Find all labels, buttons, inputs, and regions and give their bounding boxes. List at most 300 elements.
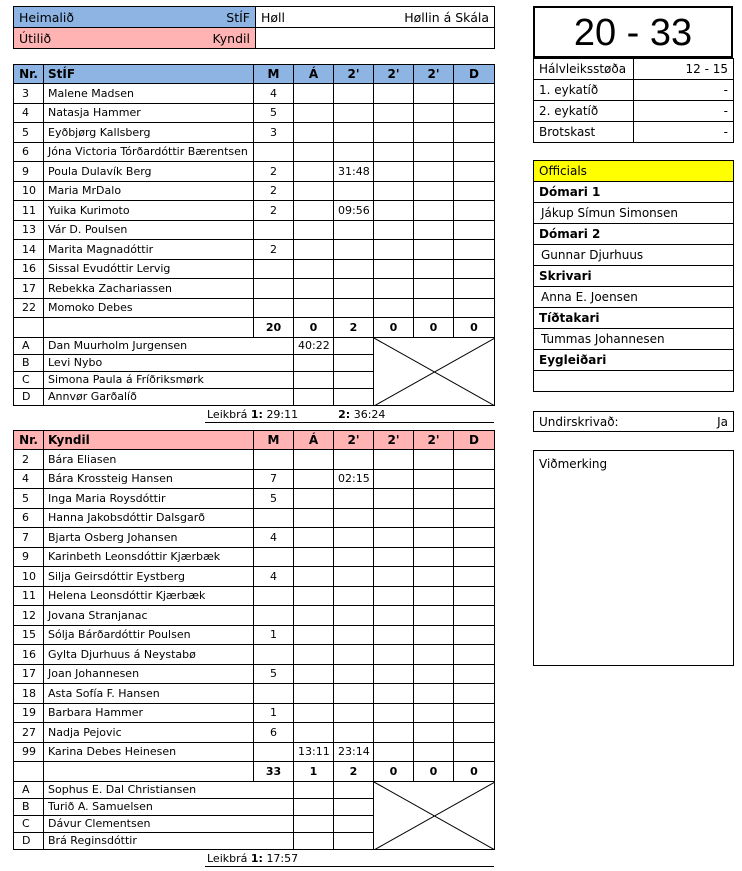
player-stat-s3 (414, 703, 454, 723)
total-s1: 2 (334, 762, 374, 782)
player-stat-d (454, 103, 495, 123)
player-stat-s3 (414, 162, 454, 182)
player-number: 22 (14, 298, 44, 318)
player-stat-s1 (334, 450, 374, 470)
player-row (14, 703, 495, 723)
team-official-warning (294, 781, 334, 798)
player-row (14, 606, 495, 626)
player-stat-s3 (414, 742, 454, 762)
player-stat-s1 (334, 220, 374, 240)
player-number: 99 (14, 742, 44, 762)
player-stat-d (454, 606, 495, 626)
player-stat-d (454, 489, 495, 509)
official-name-row (534, 329, 734, 350)
player-stat-a (294, 567, 334, 587)
team-official-warning: 40:22 (294, 337, 334, 354)
player-stat-a (294, 547, 334, 567)
player-stat-m (254, 684, 294, 704)
player-stat-a (294, 606, 334, 626)
player-stat-d (454, 201, 495, 221)
player-stat-s2 (374, 201, 414, 221)
player-stat-a (294, 508, 334, 528)
player-stat-m (254, 279, 294, 299)
player-stat-s1 (334, 298, 374, 318)
player-name: Karina Debes Heinesen (44, 742, 254, 762)
official-code: A (14, 337, 44, 354)
player-stat-m (254, 547, 294, 567)
player-row (14, 625, 495, 645)
total-d: 0 (454, 762, 495, 782)
player-stat-s2 (374, 162, 414, 182)
player-stat-s1 (334, 279, 374, 299)
player-stat-d (454, 703, 495, 723)
player-row (14, 450, 495, 470)
player-stat-s1 (334, 103, 374, 123)
player-stat-s2 (374, 220, 414, 240)
player-stat-d (454, 469, 495, 489)
home-team-name: StÍF (226, 9, 250, 25)
player-stat-m: 2 (254, 201, 294, 221)
player-name: Marita Magnadóttir (44, 240, 254, 260)
timeout-2-time: 36:24 (353, 407, 386, 421)
player-stat-s2 (374, 606, 414, 626)
officials-table (533, 160, 734, 392)
player-stat-s3 (414, 103, 454, 123)
venue-name: Høllin á Skála (404, 9, 489, 25)
player-row (14, 489, 495, 509)
player-stat-m (254, 742, 294, 762)
team-official-name: Annvør Garðalíð (44, 388, 294, 405)
totals-blank (44, 318, 254, 338)
officials-title: Officials (534, 161, 734, 182)
signed-value: Ja (717, 414, 728, 429)
player-row (14, 142, 495, 162)
official-role: Dómari 1 (534, 182, 734, 203)
player-stat-m (254, 645, 294, 665)
player-number: 13 (14, 220, 44, 240)
player-stat-s3 (414, 279, 454, 299)
official-role: Tíðtakari (534, 308, 734, 329)
player-number: 4 (14, 103, 44, 123)
player-name: Joan Johannesen (44, 664, 254, 684)
player-number: 5 (14, 489, 44, 509)
player-stat-d (454, 723, 495, 743)
team-official-suspension (334, 781, 374, 798)
player-stat-s1 (334, 181, 374, 201)
player-stat-s1 (334, 489, 374, 509)
player-stat-d (454, 220, 495, 240)
match-info-row (534, 122, 734, 143)
player-stat-a (294, 103, 334, 123)
team-official-name: Turið A. Samuelsen (44, 798, 294, 815)
player-row (14, 162, 495, 182)
player-name: Jóna Victoria Tórðardóttir Bærentsen (44, 142, 254, 162)
totals-blank (44, 762, 254, 782)
player-stat-m: 2 (254, 181, 294, 201)
team-official-name: Dávur Clementsen (44, 815, 294, 832)
team-official-suspension (334, 832, 374, 849)
player-number: 16 (14, 259, 44, 279)
official-name (534, 371, 734, 392)
player-stat-a (294, 142, 334, 162)
player-name: Jovana Stranjanac (44, 606, 254, 626)
player-stat-s1 (334, 84, 374, 104)
match-info-value: - (634, 80, 734, 101)
player-stat-a (294, 723, 334, 743)
player-number: 15 (14, 625, 44, 645)
player-row (14, 586, 495, 606)
home-score: 20 (573, 12, 617, 54)
total-a: 1 (294, 762, 334, 782)
official-role: Eygleiðari (534, 350, 734, 371)
official-code: A (14, 781, 44, 798)
player-row (14, 181, 495, 201)
player-stat-m: 7 (254, 469, 294, 489)
team-official-name: Brá Reginsdóttir (44, 832, 294, 849)
official-code: C (14, 371, 44, 388)
player-stat-s2 (374, 489, 414, 509)
player-stat-s1 (334, 240, 374, 260)
roster-header-row (14, 431, 495, 450)
player-stat-s2 (374, 528, 414, 548)
player-stat-d (454, 645, 495, 665)
player-name: Gylta Djurhuus á Neystabø (44, 645, 254, 665)
player-number: 16 (14, 645, 44, 665)
player-stat-s2 (374, 625, 414, 645)
official-role: Skrivari (534, 266, 734, 287)
player-stat-s2 (374, 469, 414, 489)
match-info-label: 2. eykatíð (534, 101, 634, 122)
player-number: 3 (14, 84, 44, 104)
team-official-suspension (334, 815, 374, 832)
player-stat-d (454, 450, 495, 470)
player-row (14, 567, 495, 587)
player-stat-a (294, 684, 334, 704)
official-code: B (14, 798, 44, 815)
home-label: Heimalið (19, 9, 74, 25)
away-label: Útilið (19, 30, 52, 46)
player-stat-s2 (374, 259, 414, 279)
player-stat-s2 (374, 103, 414, 123)
official-name-row (534, 371, 734, 392)
player-stat-s3 (414, 489, 454, 509)
player-stat-s3 (414, 664, 454, 684)
player-stat-a (294, 259, 334, 279)
player-name: Sissal Evudóttir Lervig (44, 259, 254, 279)
official-name: Gunnar Djurhuus (534, 245, 734, 266)
player-stat-a (294, 279, 334, 299)
player-stat-s3 (414, 567, 454, 587)
team-official-name: Levi Nybo (44, 354, 294, 371)
team-official-suspension (334, 337, 374, 354)
team-official-suspension (334, 354, 374, 371)
away-team-name: Kyndil (212, 30, 250, 46)
player-stat-s2 (374, 645, 414, 665)
player-row (14, 528, 495, 548)
team-official-warning (294, 798, 334, 815)
official-name-row (534, 203, 734, 224)
official-name-row (534, 245, 734, 266)
player-row (14, 279, 495, 299)
player-stat-s3 (414, 606, 454, 626)
player-stat-d (454, 664, 495, 684)
totals-blank (14, 318, 44, 338)
player-stat-m: 2 (254, 240, 294, 260)
official-code: C (14, 815, 44, 832)
player-stat-d (454, 142, 495, 162)
player-stat-s1 (334, 645, 374, 665)
match-info-label: 1. eykatíð (534, 80, 634, 101)
player-stat-s3 (414, 181, 454, 201)
player-number: 4 (14, 469, 44, 489)
timeout-1-label: 1: (250, 851, 263, 865)
player-name: Rebekka Zachariassen (44, 279, 254, 299)
player-stat-s3 (414, 142, 454, 162)
col-header: 2' (374, 65, 414, 84)
player-stat-a (294, 220, 334, 240)
player-stat-s3 (414, 528, 454, 548)
player-stat-s1 (334, 259, 374, 279)
col-header: 2' (374, 431, 414, 450)
score-separator: - (626, 12, 640, 54)
total-m: 33 (254, 762, 294, 782)
player-stat-d (454, 259, 495, 279)
player-row (14, 240, 495, 260)
player-stat-d (454, 586, 495, 606)
match-info-value: - (634, 101, 734, 122)
player-stat-s2 (374, 142, 414, 162)
player-stat-m: 5 (254, 103, 294, 123)
player-stat-s2 (374, 240, 414, 260)
team-official-name: Sophus E. Dal Christiansen (44, 781, 294, 798)
away-score: 33 (649, 12, 693, 54)
player-stat-a (294, 84, 334, 104)
player-stat-d (454, 240, 495, 260)
player-number: 11 (14, 586, 44, 606)
col-header: D (454, 431, 495, 450)
player-stat-a (294, 450, 334, 470)
player-row (14, 103, 495, 123)
player-stat-a (294, 645, 334, 665)
player-stat-s2 (374, 279, 414, 299)
player-stat-m: 5 (254, 489, 294, 509)
player-stat-d (454, 625, 495, 645)
player-name: Asta Sofía F. Hansen (44, 684, 254, 704)
player-name: Hanna Jakobsdóttir Dalsgarð (44, 508, 254, 528)
player-name: Barbara Hammer (44, 703, 254, 723)
col-header: Á (294, 431, 334, 450)
player-stat-s3 (414, 586, 454, 606)
timeouts-row (205, 408, 494, 423)
player-stat-d (454, 508, 495, 528)
player-stat-s1 (334, 606, 374, 626)
total-d: 0 (454, 318, 495, 338)
player-stat-s2 (374, 84, 414, 104)
official-role: Dómari 2 (534, 224, 734, 245)
player-name: Bjarta Osberg Johansen (44, 528, 254, 548)
player-stat-a (294, 181, 334, 201)
match-info-label: Hálvleiksstøða (534, 59, 634, 80)
totals-row (14, 762, 495, 782)
col-nr: Nr. (14, 431, 44, 450)
team-official-suspension (334, 388, 374, 405)
player-stat-s1 (334, 528, 374, 548)
player-number: 14 (14, 240, 44, 260)
col-header: 2' (414, 431, 454, 450)
player-number: 6 (14, 508, 44, 528)
col-header: Á (294, 65, 334, 84)
player-stat-s3 (414, 298, 454, 318)
player-stat-a (294, 586, 334, 606)
player-name: Inga Maria Roysdóttir (44, 489, 254, 509)
player-name: Maria MrDalo (44, 181, 254, 201)
player-number: 9 (14, 547, 44, 567)
player-stat-d (454, 528, 495, 548)
crossed-out-area (374, 781, 495, 849)
player-name: Poula Dulavík Berg (44, 162, 254, 182)
roster-table (13, 430, 495, 850)
player-name: Silja Geirsdóttir Eystberg (44, 567, 254, 587)
total-m: 20 (254, 318, 294, 338)
player-name: Bára Krossteig Hansen (44, 469, 254, 489)
match-info-value: - (634, 122, 734, 143)
player-row (14, 508, 495, 528)
player-number: 9 (14, 162, 44, 182)
player-row (14, 547, 495, 567)
player-stat-m (254, 259, 294, 279)
col-header: M (254, 431, 294, 450)
player-stat-s3 (414, 469, 454, 489)
player-name: Nadja Pejovic (44, 723, 254, 743)
player-stat-a (294, 201, 334, 221)
player-stat-m: 4 (254, 84, 294, 104)
player-stat-s2 (374, 567, 414, 587)
player-stat-s1: 09:56 (334, 201, 374, 221)
signed-row (533, 411, 734, 432)
player-number: 17 (14, 664, 44, 684)
match-info-label: Brotskast (534, 122, 634, 143)
remarks-box (533, 450, 734, 666)
player-stat-m: 4 (254, 528, 294, 548)
player-stat-a (294, 489, 334, 509)
player-number: 11 (14, 201, 44, 221)
player-stat-d (454, 567, 495, 587)
player-row (14, 220, 495, 240)
venue-label: Høll (261, 9, 285, 25)
official-code: B (14, 354, 44, 371)
player-stat-s2 (374, 742, 414, 762)
total-s2: 0 (374, 318, 414, 338)
player-number: 10 (14, 181, 44, 201)
player-stat-m (254, 606, 294, 626)
player-stat-s1 (334, 508, 374, 528)
totals-row (14, 318, 495, 338)
remarks-label: Viðmerking (539, 457, 608, 471)
player-number: 10 (14, 567, 44, 587)
cross-mark-icon (374, 782, 495, 850)
team-official-warning (294, 832, 334, 849)
player-stat-d (454, 684, 495, 704)
col-header: 2' (414, 65, 454, 84)
roster-header-row (14, 65, 495, 84)
player-stat-s3 (414, 450, 454, 470)
player-stat-m (254, 142, 294, 162)
official-name: Tummas Johannesen (534, 329, 734, 350)
player-stat-s1 (334, 567, 374, 587)
timeout-1-time: 17:57 (266, 851, 299, 865)
player-stat-a (294, 162, 334, 182)
player-stat-s3 (414, 645, 454, 665)
match-info-row (534, 101, 734, 122)
player-stat-s3 (414, 201, 454, 221)
totals-blank (14, 762, 44, 782)
player-stat-a (294, 123, 334, 143)
player-number: 6 (14, 142, 44, 162)
player-number: 18 (14, 684, 44, 704)
team-official-row (14, 781, 495, 798)
player-stat-m: 5 (254, 664, 294, 684)
player-stat-s1: 31:48 (334, 162, 374, 182)
player-stat-a (294, 528, 334, 548)
official-code: D (14, 832, 44, 849)
player-number: 19 (14, 703, 44, 723)
player-stat-s3 (414, 547, 454, 567)
col-header: D (454, 65, 495, 84)
player-row (14, 723, 495, 743)
player-stat-m (254, 298, 294, 318)
match-info-row (534, 59, 734, 80)
player-stat-s3 (414, 240, 454, 260)
player-stat-s1 (334, 684, 374, 704)
official-role-row (534, 350, 734, 371)
player-stat-s2 (374, 298, 414, 318)
team-official-warning (294, 354, 334, 371)
player-stat-s2 (374, 664, 414, 684)
team-name-header: StÍF (44, 65, 254, 84)
roster-table (13, 64, 495, 406)
player-name: Malene Madsen (44, 84, 254, 104)
player-stat-m (254, 450, 294, 470)
match-header (13, 6, 495, 49)
player-stat-s2 (374, 684, 414, 704)
player-stat-s1 (334, 586, 374, 606)
player-stat-m (254, 586, 294, 606)
signed-label: Undirskrivað: (539, 414, 619, 429)
official-name: Jákup Símun Simonsen (534, 203, 734, 224)
player-stat-s2 (374, 450, 414, 470)
player-stat-s3 (414, 625, 454, 645)
player-stat-s3 (414, 684, 454, 704)
player-row (14, 645, 495, 665)
team-official-name: Dan Muurholm Jurgensen (44, 337, 294, 354)
empty-cell (256, 28, 495, 49)
player-name: Vár D. Poulsen (44, 220, 254, 240)
player-row (14, 684, 495, 704)
player-stat-s2 (374, 508, 414, 528)
final-score (533, 6, 733, 58)
player-stat-s2 (374, 547, 414, 567)
player-row (14, 201, 495, 221)
player-stat-s1 (334, 703, 374, 723)
timeout-1-time: 29:11 (266, 407, 299, 421)
player-stat-s1 (334, 723, 374, 743)
player-row (14, 469, 495, 489)
player-row (14, 259, 495, 279)
player-stat-a (294, 703, 334, 723)
crossed-out-area (374, 337, 495, 405)
player-stat-s2 (374, 123, 414, 143)
player-stat-a: 13:11 (294, 742, 334, 762)
